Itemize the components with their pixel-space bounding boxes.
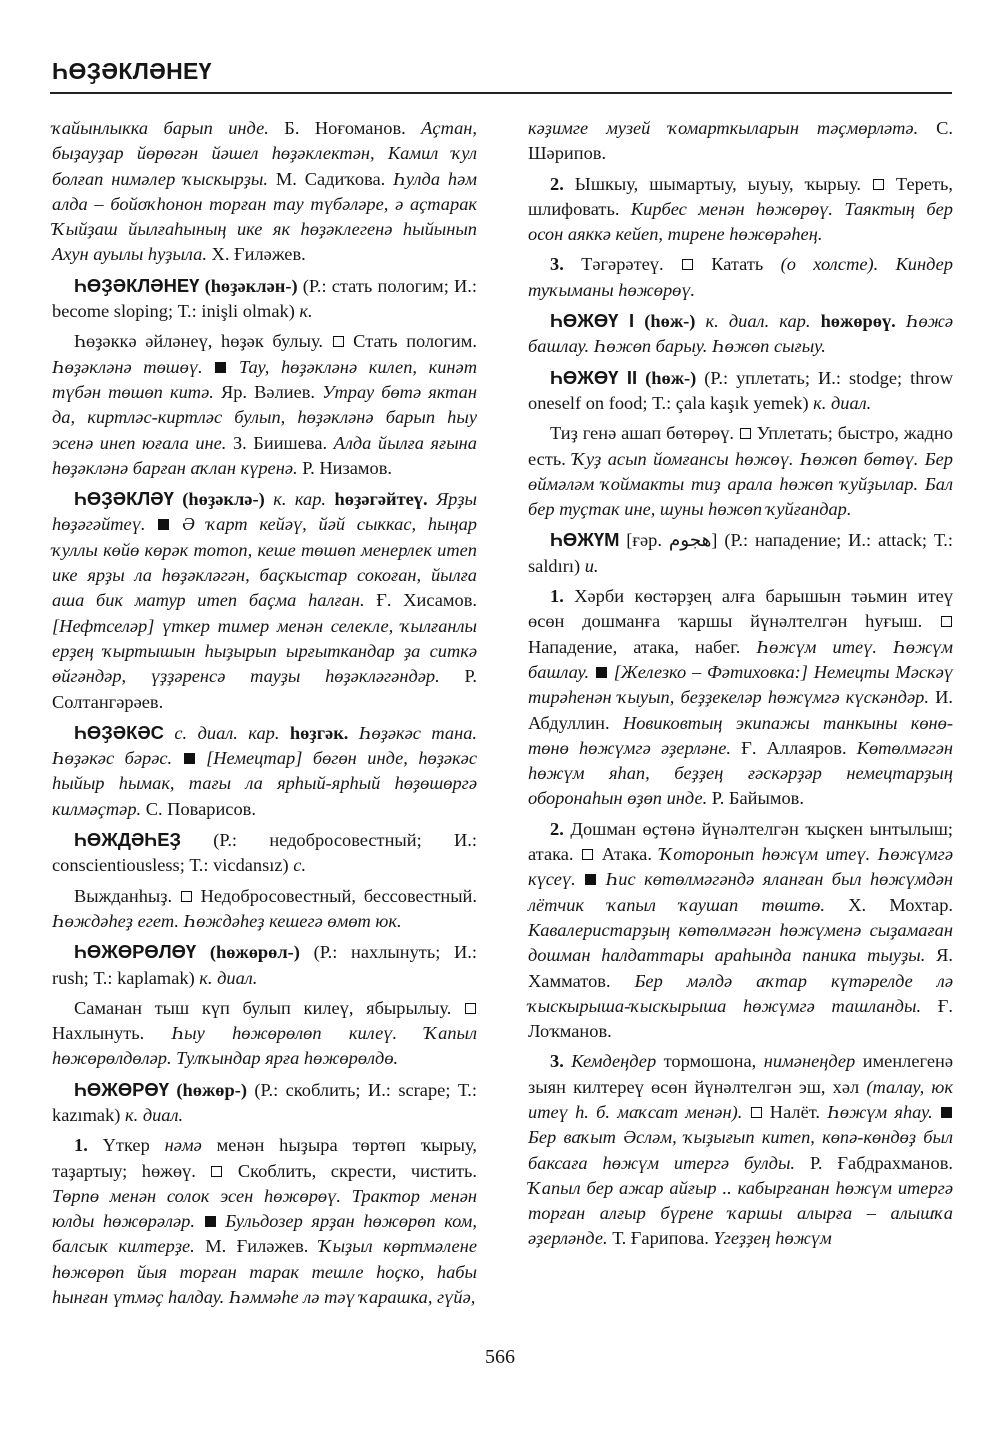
text-run: Р. Низамов. (297, 457, 392, 478)
text-run: Ғ. Лоҡманов. (528, 995, 953, 1042)
italic-text: Ҡапыл бер ажар айғыр .. кабырғанан һөжүм итергә торған алғыр бүрене ҡаршы алырға – алышҡа әҙерләнде. (528, 1177, 953, 1249)
text-run: Үткер (87, 1135, 165, 1156)
italic-text: (талау, юк итеү һ. б. маҡсат менән). (528, 1076, 953, 1122)
text-run: (Р.: недобросовестный; И.: conscientiousless; Т.: vicdansız) (52, 830, 477, 876)
text-run: Б. Ноғоманов. (268, 118, 422, 138)
entry-paragraph (528, 817, 953, 1045)
italic-text: Новиковтың экипажы танкыны көнө-төнө һөжүмгә әҙерләне. (528, 712, 953, 758)
header-rule (50, 92, 952, 94)
entry-paragraph (528, 1049, 953, 1251)
text-run: (Р.: уплетать; И.: stodge; throw oneself on food; Т.: çala kaşık yemek) (528, 367, 954, 413)
italic-text: Бер мәлдә аҡтар күтәрелде лә ҡыскырыша-ҡыскырыша һөжүмгә ташланды. (528, 970, 953, 1016)
text-run: З. Биишева. (226, 432, 334, 453)
headword: ҺӨҘӘКӘС (74, 721, 164, 743)
bold-text: 2. (550, 173, 564, 194)
headword: ҺӨҘӘКЛӘҮ (74, 488, 174, 510)
text-run: Ғ. Хисамов. (364, 590, 477, 611)
italic-text: кәҙимге музей ҡомарткыларын тәҫмөрләтә. (528, 118, 919, 138)
text-run (195, 1211, 204, 1231)
bold-text: (һөҙәклән-) (199, 275, 298, 296)
text-run: Ышкыу, шымартыу, ыуыу, ҡырыу. (563, 173, 872, 194)
italic-text: к. диал. (125, 1104, 184, 1125)
entry-paragraph (52, 720, 477, 822)
text-run: Нахлынуть. (52, 1023, 172, 1044)
translation-marker-icon (751, 1107, 762, 1118)
translation-marker-icon (582, 849, 593, 860)
translation-marker-icon (873, 179, 884, 190)
headword: ҺӨЖДӘҺЕҘ (74, 829, 182, 851)
text-run: Скоблить, скрести, чистить. (223, 1160, 477, 1181)
page-number: 566 (485, 1346, 515, 1368)
italic-text: Алда йылға яғына һөҙәкләнә барған аҡлан күренә. (52, 432, 478, 478)
text-run (172, 748, 182, 768)
italic-text: [Нефтселәр] үткер тимер менән селекле, ҡылғанлы ерҙең ҡыртышын һыҙырып ырғыткандар ҙа ситкә өйгәндәр, үҙҙәренсә тауҙы һөҙәкләгәндәр. (52, 615, 477, 687)
text-run: Х. Ғиләжев. (206, 244, 306, 265)
right-column (528, 116, 953, 1257)
entry-paragraph (52, 273, 477, 325)
italic-text: с. (293, 855, 307, 876)
italic-text: Бульдозер ярҙан һөжөрөп ком, балсык килтерҙе. (52, 1211, 477, 1257)
bold-text: (һөжөр-) (168, 1079, 247, 1100)
text-run (576, 869, 584, 889)
text-run: Недобросовестный, бессовестный. (192, 885, 477, 906)
entry-paragraph (52, 1133, 477, 1310)
italic-text: Һулда һәм алда – бойоҡһонон торған тау түбәләре, ә аҫтарак Ҡыйҙаш йылғаһының ике як һөҙәклегенә һыйынып Ахун ауылы һуҙыла. (52, 168, 477, 265)
bold-text: 1. (74, 1135, 88, 1156)
text-run: Уплетать; быстро, жадно есть. (528, 423, 954, 469)
italic-text: Һөҙәкләнә төшөү. (52, 356, 203, 377)
text-run: Налёт. (762, 1101, 828, 1122)
italic-text: Тау, һөҙәкләнә килеп, кинәт түбән төшөп китә. (52, 356, 477, 402)
entry-paragraph (52, 486, 477, 715)
italic-text: Ярҙы һөҙәгәйтеү. (52, 489, 478, 535)
arabic-etymon: هجوم (668, 530, 712, 551)
text-run: Хәрби көстәрҙең алға барышын тәьмин итеү өсөн дошманға ҡаршы йүнәлтелгән һуғыш. (528, 586, 953, 632)
example-marker-icon (205, 1216, 216, 1227)
text-run: М. Ғиләжев. (194, 1236, 319, 1257)
bold-text: 3. (550, 1051, 564, 1072)
italic-text: Ҡыҙыл көртмәлене һөжөрөп йыя торған тарак тешле һоҫко, һабы һынған үтмәҫ һалдау. Һәммәһе лә тәү ҡарашка, гүйә, (52, 1236, 478, 1308)
text-run: И. Абдуллин. (528, 687, 953, 733)
italic-text: Ҡоторонып һөжүм итеү. Һөжүмгә күсеү. (528, 844, 954, 890)
italic-text: Кирбес менән һөжөрөү. Таяктың бер осон аяккә кейеп, тирене һөжөрәһең. (528, 198, 953, 245)
bold-text: (һөҙәклә-) (173, 489, 265, 510)
italic-text: Төрпө менән солок эсен һөжөрөү. Трактор менән юлды һөжөрәләр. (52, 1185, 477, 1232)
bold-text: 3. (550, 254, 564, 275)
italic-text: Һөжүм яһау. (827, 1101, 933, 1122)
entry-paragraph (528, 172, 953, 248)
headword: ҺӨЖӨҮ II (550, 366, 638, 388)
entry-paragraph (528, 252, 953, 303)
running-head: ҺӨҘӘКЛӘНЕҮ (52, 58, 212, 84)
text-run (933, 1102, 940, 1122)
italic-text: Һөжә башлау. Һөжөп барыу. Һөжөп сығыу. (528, 311, 953, 357)
italic-text: [Немецтар] бөгөн инде, һөҙәкәс һыйыр һымак, тағы ла ярһый-ярһый һөҙөшөргә килмәҫтәр. (52, 748, 477, 819)
italic-text: нәмә (164, 1135, 202, 1156)
italic-text: к. (299, 301, 313, 322)
translation-marker-icon (465, 1003, 476, 1014)
italic-text: к. кар. (264, 489, 327, 510)
continued-paragraph (52, 116, 477, 268)
example-marker-icon (585, 874, 596, 885)
text-run: тормошона, (656, 1051, 764, 1072)
entry-paragraph (52, 996, 477, 1072)
italic-text: Һөҙәкәс тана. Һөҙәкәс бәрәс. (52, 722, 478, 769)
text-run: Тереть, шлифовать. (528, 173, 953, 219)
text-run (146, 514, 158, 534)
text-run: именлегенә зыян килтереү өсөн йүнәлтелгән эш, хәл (528, 1051, 953, 1097)
italic-text: Аҫтан, быҙауҙар йөрөгән йәшел һөҙәклектән, Камил ҡул болғап нимәлер ҡыскырҙы. (52, 118, 477, 189)
headword: ҺӨҘӘКЛӘНЕҮ (74, 274, 200, 296)
text-run: Ғ. Аллаяров. (731, 737, 857, 758)
headword: ҺӨЖӨРӨЛӨҮ (74, 941, 197, 963)
italic-text: нимәнеңдер (763, 1051, 856, 1072)
translation-marker-icon (333, 336, 344, 347)
entry-paragraph (52, 329, 477, 481)
italic-text: Үгеҙҙең һөжүм (713, 1228, 832, 1249)
entry-paragraph (52, 1077, 477, 1129)
bold-text: һөҙәгәйтеү. (326, 489, 428, 510)
example-marker-icon (158, 519, 169, 530)
italic-text: Ә ҡарт кейәү, йәй сыккас, һыңар ҡуллы көйө көрәк тотоп, кеше төшөп менерлек итеп ике ярҙы ла һөҙәкләгән, баҫкыстар сокоған, йылға аша бик матур итеп баҫма һалған. (52, 514, 477, 611)
text-run: Нападение, атака, набег. (528, 636, 757, 657)
text-run: (Р.: нахлынуть; И.: rush; Т.: kaplamak) (52, 942, 477, 988)
text-run: Т. Ғарипова. (607, 1228, 714, 1249)
text-run: Һөҙәккә әйләнеү, һөҙәк булыу. (74, 331, 332, 352)
text-run: Р. Солтангәрәев. (52, 666, 477, 712)
text-run: [ғәр. (619, 530, 669, 551)
italic-text: [Железко – Фәтиховка:] Немецты Мәскәү тирәһенән ҡыуып, беҙҙекеләр һөжүмгә күскәндәр. (528, 661, 953, 708)
bold-text: 2. (550, 818, 564, 839)
entry-paragraph (528, 365, 953, 417)
italic-text: к. диал. кар. (695, 311, 811, 332)
example-marker-icon (596, 667, 607, 678)
text-run: С. Поварисов. (141, 798, 256, 819)
text-run: Катать (693, 254, 781, 275)
text-run: Яр. Вәлиев. (213, 381, 323, 402)
text-run: Стать пологим. (344, 331, 477, 352)
text-run: Атака. (594, 844, 660, 865)
text-run: (Р.: скоблить; И.: scrape; Т.: kazımak) (52, 1079, 477, 1125)
example-marker-icon (941, 1107, 952, 1118)
text-run: (Р.: стать пологим; И.: become sloping; Т.: inişli olmak) (52, 275, 477, 322)
text-run: Выжданһыҙ. (74, 885, 180, 906)
italic-text: Көтөлмәгән һөжүм яһап, беҙҙең ғәскәрҙәр немецтарҙың оборонаһын өҙөп инде. (528, 737, 953, 809)
translation-marker-icon (211, 1166, 222, 1177)
entry-paragraph (52, 827, 477, 879)
text-run: С. Шәрипов. (528, 118, 953, 164)
text-run (742, 1102, 749, 1122)
italic-text: с. диал. кар. (163, 722, 280, 743)
text-run: Тәгәрәтеү. (563, 254, 681, 275)
entry-paragraph (528, 527, 953, 579)
entry-paragraph (528, 421, 953, 522)
text-run: Р. Ғабдрахманов. (795, 1152, 953, 1173)
headword: ҺӨЖӨРӨҮ (74, 1078, 169, 1100)
text-run: менән һыҙыра төртөп ҡырыу, таҙартыу; һөжөү. (52, 1135, 477, 1181)
translation-marker-icon (181, 891, 192, 902)
italic-text: Кемдеңдер (563, 1051, 657, 1072)
italic-text: Һыу һөжөрөлөп килеү. Ҡапыл һөжөрөлдөләр. Тулҡындар ярға һөжөрөлдө. (52, 1023, 477, 1069)
translation-marker-icon (740, 428, 751, 439)
entry-paragraph (52, 939, 477, 991)
italic-text: (о холсте). Киндер туҡыманы һөжөрөү. (528, 254, 953, 300)
text-run: М. Садиҡова. (267, 168, 394, 189)
continued-paragraph (528, 116, 953, 167)
italic-text: Ҡуҙ асып йомғансы һөжөү. Һөжөп бөтөү. Бер өймәләм ҡоймакты тиҙ арала һөжөп ҡуйҙылар. Бал бер туҫтак ине, шуны һөжөп ҡуйғандар. (528, 448, 953, 520)
italic-text: Һис көтөлмәгәндә яланған был һөжүмдән лётчик ҡапыл ҡаушап төштө. (528, 869, 953, 915)
italic-text: Бер ваҡыт Әсләм, ҡыҙығып китеп, көпә-көндөҙ был баксаға һөжүм итергә булды. (528, 1127, 953, 1173)
example-marker-icon (184, 753, 195, 764)
italic-text: Һөжүм итеү. Һөжүм башлау. (528, 636, 953, 682)
translation-marker-icon (682, 259, 693, 270)
italic-text: Һөждәһеҙ егет. Һөждәһеҙ кешегә өмөт юк. (52, 910, 402, 931)
italic-text: и. (584, 555, 599, 576)
text-run: Саманан тыш күп булып килеү, ябырылыу. (74, 997, 464, 1018)
italic-text: ҡайынлыкка барып инде. (52, 118, 269, 138)
example-marker-icon (215, 362, 226, 373)
bold-text: (һөж-) (634, 311, 696, 332)
bold-text: һөҙгәк. (279, 722, 349, 743)
entry-paragraph (52, 884, 477, 935)
headword: ҺӨЖҮМ (550, 529, 620, 551)
headword: ҺӨЖӨҮ I (550, 310, 635, 332)
italic-text: Кавалеристарҙың көтөлмәгән һөжүменә сыҙамаған дошман һалдаттары араһында паника тыуҙы. (528, 919, 953, 966)
text-run (203, 357, 215, 377)
text-run: ] (Р.: нападение; И.: attack; Т.: saldırı) (528, 530, 953, 576)
text-run: Дошман өҫтөнә йүнәлтелгән ҡыҫкен ынтылыш; атака. (528, 818, 953, 865)
bold-text: (һөж-) (637, 367, 697, 388)
text-run: Р. Байымов. (707, 788, 804, 809)
italic-text: к. диал. (813, 392, 872, 413)
italic-text: к. диал. (199, 967, 258, 988)
text-run: Я. Хамматов. (528, 945, 953, 991)
italic-text: Утрау бөтә яктан да, киртләс-киртләс булып, һөҙәкләнә барып һыу эсенә инеп юғала ине. (52, 381, 477, 453)
bold-text: 1. (550, 586, 564, 607)
left-column (52, 116, 477, 1315)
entry-paragraph (528, 308, 953, 360)
bold-text: һөжөрөү. (810, 311, 896, 332)
text-run: Х. Мохтар. (824, 894, 953, 915)
text-run: Тиҙ генә ашап бөтөрөү. (550, 423, 739, 444)
entry-paragraph (528, 584, 953, 812)
text-run (589, 662, 595, 682)
bold-text: (һөжөрөл-) (196, 942, 300, 963)
translation-marker-icon (941, 616, 952, 627)
